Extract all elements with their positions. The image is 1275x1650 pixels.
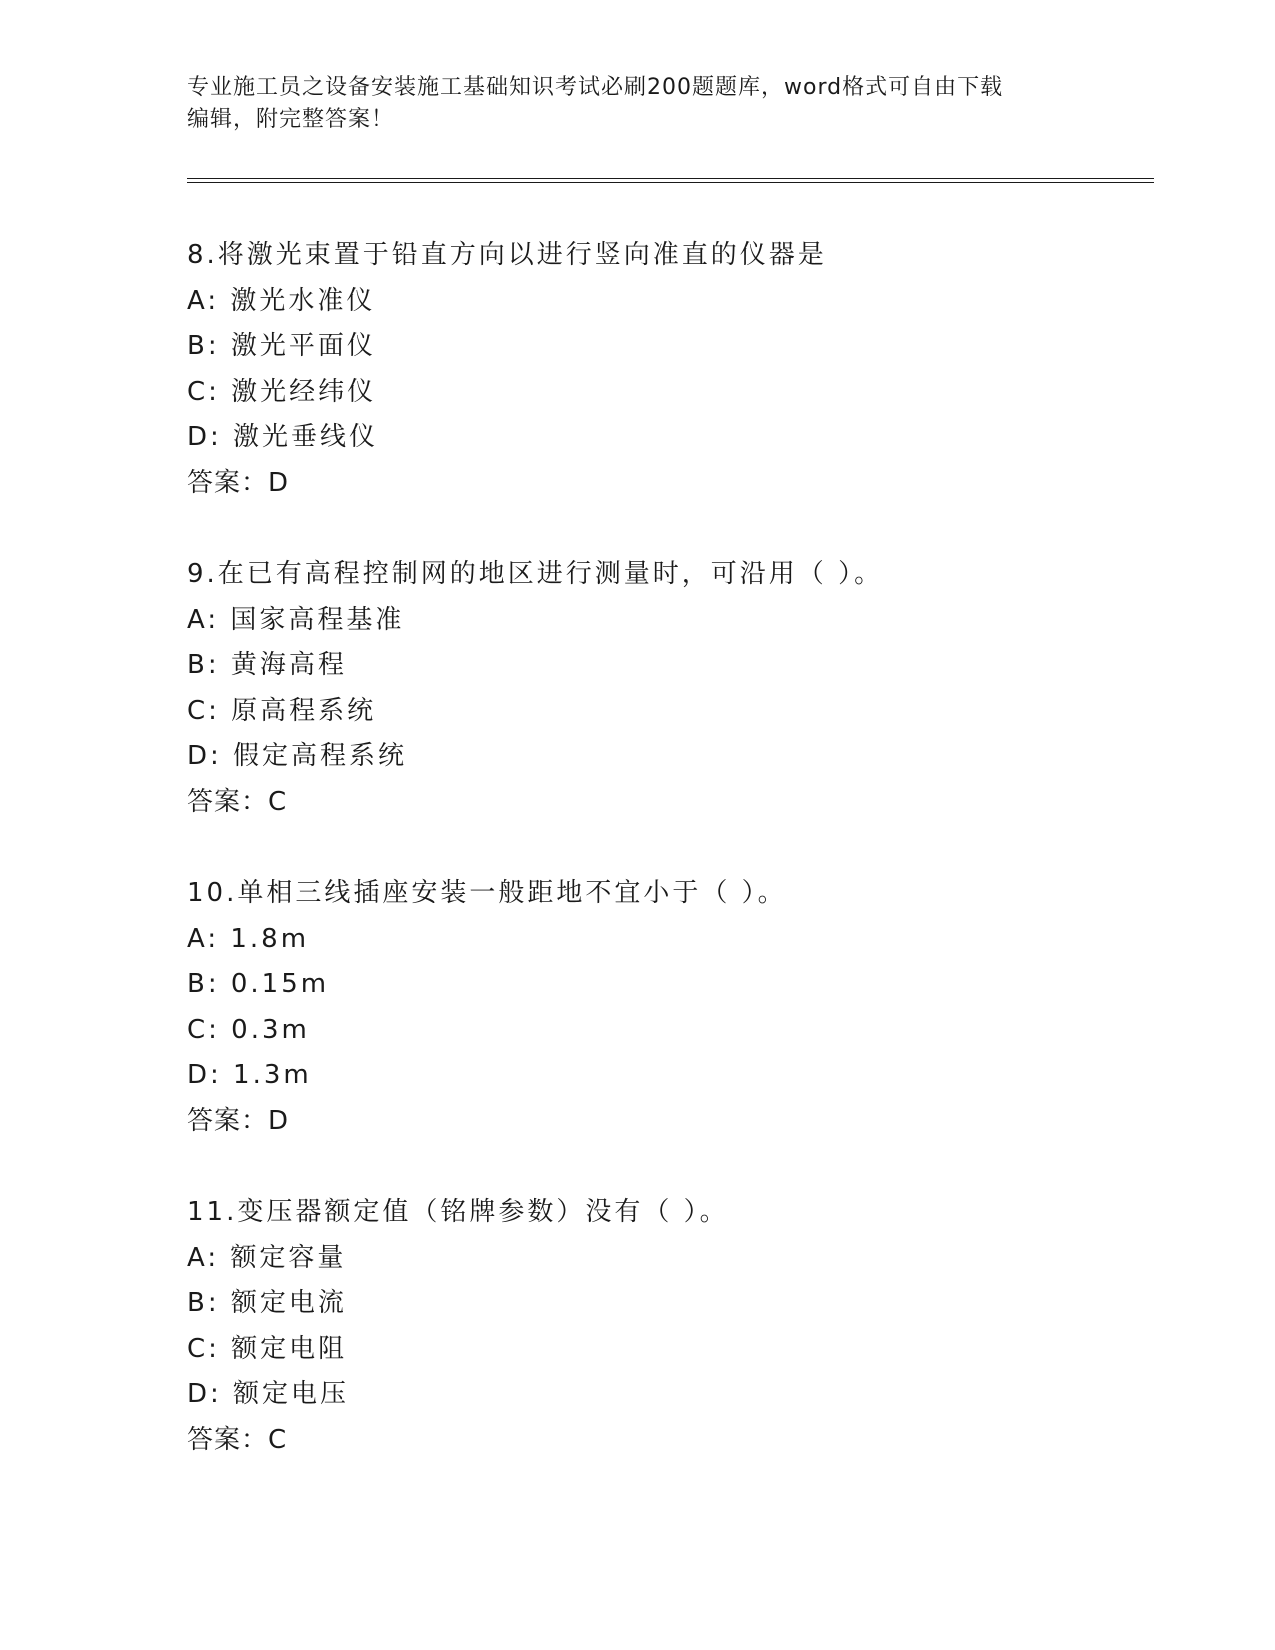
option-d: D: 假定高程系统 [187, 741, 408, 771]
question-stem: 8.将激光束置于铅直方向以进行竖向准直的仪器是 [187, 240, 827, 270]
question-block [187, 871, 1147, 1144]
option-d: D: 额定电压 [187, 1379, 350, 1409]
document-header [187, 72, 1087, 136]
question-block [187, 552, 1147, 825]
question-stem: 9.在已有高程控制网的地区进行测量时，可沿用（ ）。 [187, 559, 884, 589]
option-b: B: 黄海高程 [187, 650, 347, 680]
option-a: A: 国家高程基准 [187, 604, 405, 635]
option-c: C: 原高程系统 [187, 695, 377, 726]
header-line-1: 专业施工员之设备安装施工基础知识考试必刷200题题库，word格式可自由下载 [187, 75, 1004, 100]
question-stem: 10.单相三线插座安装一般距地不宜小于（ ）。 [187, 878, 787, 908]
question-block [187, 233, 1147, 506]
option-b: B: 0.15m [187, 969, 330, 999]
header-line-2: 编辑，附完整答案！ [187, 107, 395, 132]
option-c: C: 额定电阻 [187, 1333, 348, 1364]
option-d: D: 1.3m [187, 1060, 312, 1090]
answer-line: 答案：D [187, 1105, 290, 1136]
answer-line: 答案：C [187, 1424, 288, 1455]
option-a: A: 1.8m [187, 923, 310, 954]
answer-line: 答案：C [187, 786, 288, 817]
option-c: C: 激光经纬仪 [187, 376, 377, 407]
header-divider [187, 178, 1154, 183]
option-c: C: 0.3m [187, 1014, 310, 1045]
option-b: B: 额定电流 [187, 1288, 347, 1318]
question-stem: 11.变压器额定值（铭牌参数）没有（ ）。 [187, 1197, 729, 1227]
option-a: A: 激光水准仪 [187, 285, 376, 316]
option-a: A: 额定容量 [187, 1242, 347, 1273]
option-d: D: 激光垂线仪 [187, 422, 379, 452]
option-b: B: 激光平面仪 [187, 331, 376, 361]
question-block [187, 1190, 1147, 1463]
answer-line: 答案：D [187, 467, 290, 498]
